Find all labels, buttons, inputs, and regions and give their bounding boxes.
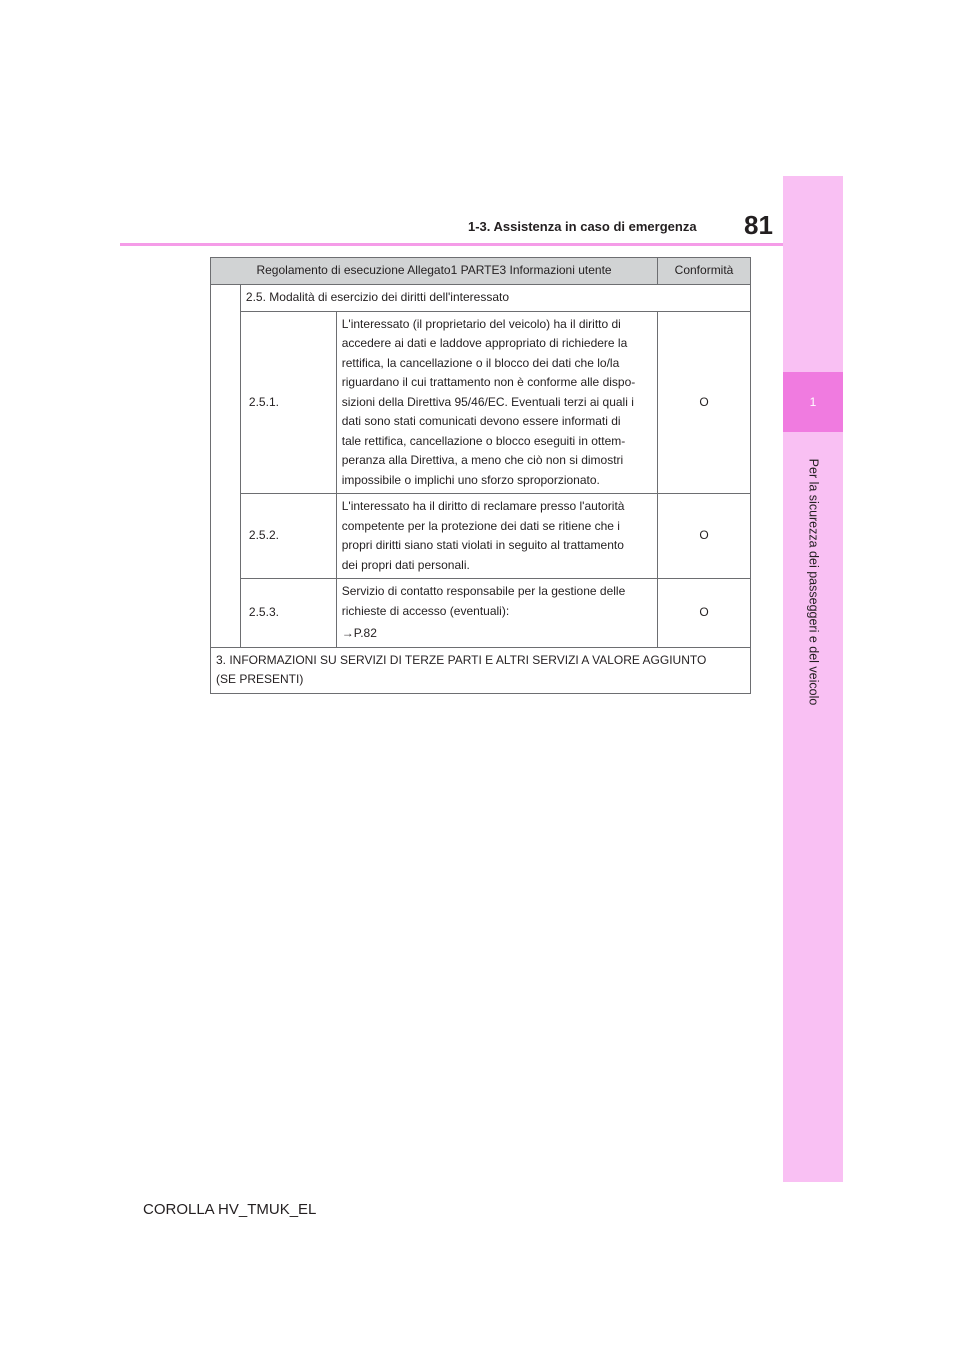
chapter-title: Per la sicurezza dei passeggeri e del veicolo [806, 458, 821, 706]
chapter-title-vertical [783, 432, 843, 732]
text-line: 3. INFORMAZIONI SU SERVIZI DI TERZE PARTI E ALTRI SERVIZI A VALORE AGGIUNTO [216, 652, 707, 667]
column-header-conformity: Conformità [658, 258, 751, 285]
section-title: 1-3. Assistenza in caso di emergenza [468, 219, 697, 234]
model-code-footer: COROLLA HV_TMUK_EL [143, 1201, 317, 1218]
text-line: peranza alla Direttiva, a meno che ciò non si dimostri [341, 453, 624, 467]
text-line: tale rettifica, cancellazione o blocco eseguiti in ottem- [341, 433, 626, 448]
row-number: 2.5.1. [240, 311, 336, 494]
row-conformity: O [658, 311, 751, 494]
table-row [211, 494, 751, 579]
text-line: Servizio di contatto responsabile per la gestione delle [341, 584, 626, 598]
table-row [211, 285, 751, 312]
section-3-heading [211, 647, 751, 693]
text-line: propri diritti siano stati violati in seguito al trattamento [341, 538, 624, 552]
header-rule [120, 243, 783, 246]
row-number: 2.5.2. [240, 494, 336, 579]
row-conformity: O [658, 579, 751, 648]
text-line: (SE PRESENTI) [216, 672, 304, 686]
row-description [336, 494, 657, 579]
text-line: L'interessato (il proprietario del veicolo) ha il diritto di [341, 316, 621, 331]
row-conformity: O [658, 494, 751, 579]
row-description [336, 579, 657, 648]
chapter-number-badge: 1 [783, 372, 843, 432]
page-number: 81 [744, 210, 773, 240]
text-line: competente per la protezione dei dati se ritiene che i [341, 518, 620, 533]
text-line: rettifica, la cancellazione o il blocco dei dati che lo/la [341, 355, 620, 370]
table-row [211, 647, 751, 693]
text-line: dati sono stati comunicati devono essere informati di [341, 414, 621, 428]
chapter-side-tab [783, 176, 843, 1182]
text-line: accedere ai dati e laddove appropriato di richiedere la [341, 336, 628, 350]
table-row [211, 579, 751, 648]
table-row [211, 311, 751, 494]
text-line: dei propri dati personali. [341, 557, 470, 572]
table-header-row [211, 258, 751, 285]
user-information-table [210, 257, 751, 694]
text-line: impossibile o implichi uno sforzo sproporzionato. [341, 472, 600, 487]
text-line: richieste di accesso (eventuali): [341, 603, 510, 618]
subsection-title: 2.5. Modalità di esercizio dei diritti dell'interessato [240, 285, 750, 312]
row-description [336, 311, 657, 494]
text-line: riguardano il cui trattamento non è conforme alle dispo- [341, 375, 636, 389]
text-line: L'interessato ha il diritto di reclamare presso l'autorità [341, 499, 625, 513]
column-header-regulation: Regolamento di esecuzione Allegato1 PARTE3 Informazioni utente [211, 258, 658, 285]
text-line: sizioni della Direttiva 95/46/EC. Eventuali terzi ai quali i [341, 394, 634, 409]
row-number: 2.5.3. [240, 579, 336, 648]
page-reference: →P.82 [341, 626, 377, 640]
indent-cell [211, 285, 241, 648]
